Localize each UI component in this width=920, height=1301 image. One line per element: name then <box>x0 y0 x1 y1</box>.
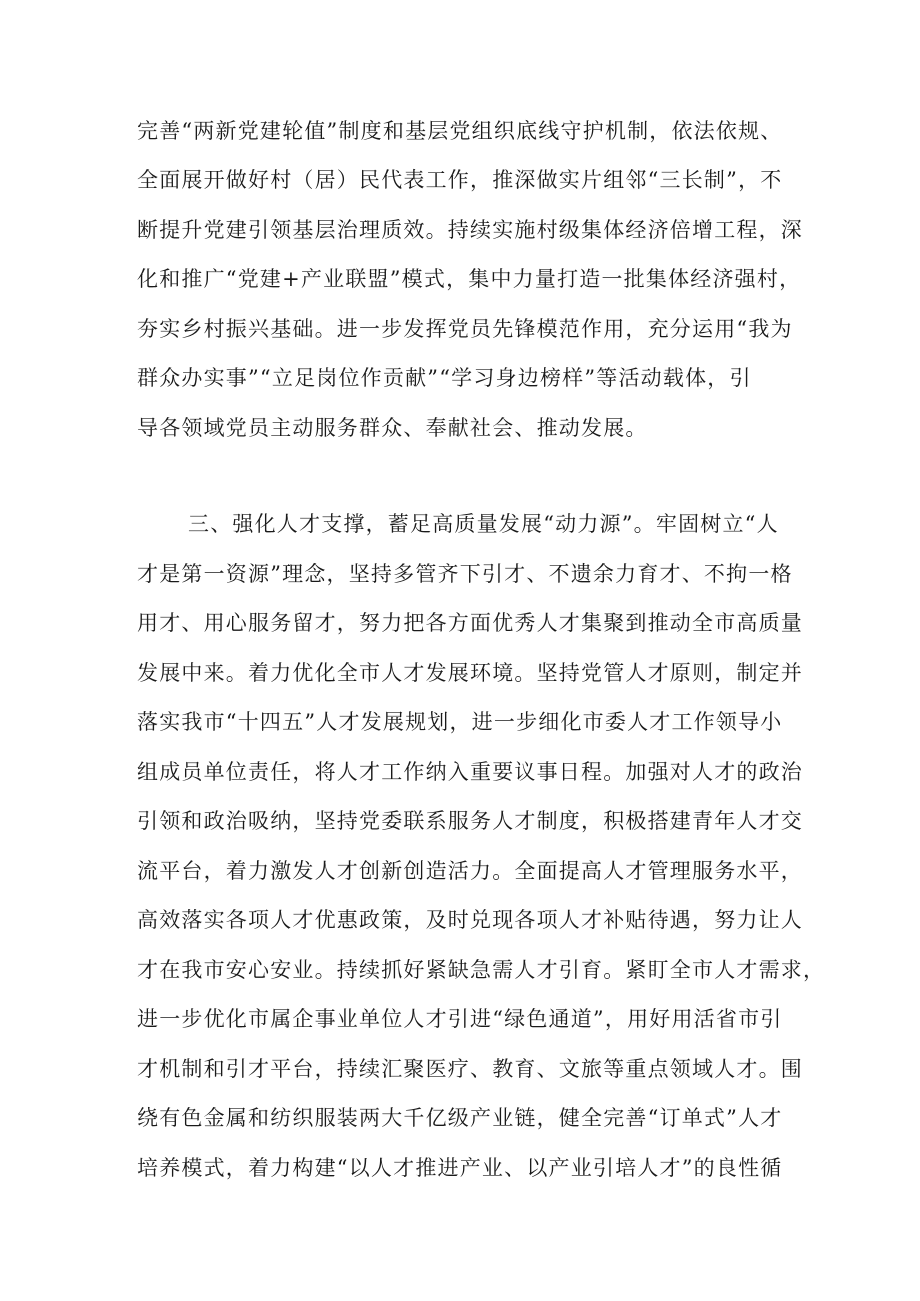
section-heading-line: 三、强化人才支撑，蓄足高质量发展“动力源”。牢固树立“人 <box>188 512 779 536</box>
text-line: 流平台，着力激发人才创新创造活力。全面提高人才管理服务水平， <box>137 859 803 883</box>
text-line: 才是第一资源”理念，坚持多管齐下引才、不遗余力育才、不拘一格 <box>137 562 793 586</box>
text-line: 用才、用心服务留才，努力把各方面优秀人才集聚到推动全市高质量 <box>137 611 803 635</box>
text-line: 绕有色金属和纺织服装两大千亿级产业链，健全完善“订单式”人才 <box>137 1106 783 1130</box>
text-line: 导各领域党员主动服务群众、奉献社会、推动发展。 <box>137 416 648 440</box>
text-line: 全面展开做好村（居）民代表工作，推深做实片组邻“三长制”，不 <box>137 168 783 192</box>
text-line: 进一步优化市属企事业单位人才引进“绿色通道”，用好用活省市引 <box>137 1007 783 1031</box>
text-line: 引领和政治吸纳，坚持党委联系服务人才制度，积极搭建青年人才交 <box>137 809 803 833</box>
text-line: 发展中来。着力优化全市人才发展环境。坚持党管人才原则，制定并 <box>137 661 803 685</box>
text-line: 断提升党建引领基层治理质效。持续实施村级集体经济倍增工程，深 <box>137 218 803 242</box>
text-line: 培养模式，着力构建“以人才推进产业、以产业引培人才”的良性循 <box>137 1156 783 1180</box>
text-line: 高效落实各项人才优惠政策，及时兑现各项人才补贴待遇，努力让人 <box>137 908 803 932</box>
text-line: 夯实乡村振兴基础。进一步发挥党员先锋模范作用，充分运用“我为 <box>137 317 793 341</box>
text-line: 群众办实事”“立足岗位作贡献”“学习身边榜样”等活动载体，引 <box>137 366 752 390</box>
text-line: 才在我市安心安业。持续抓好紧缺急需人才引育。紧盯全市人才需求， <box>137 958 826 982</box>
text-line: 完善“两新党建轮值”制度和基层党组织底线守护机制，依法依规、 <box>137 119 783 143</box>
text-line: 化和推广“党建+产业联盟”模式，集中力量打造一批集体经济强村， <box>137 267 802 291</box>
text-line: 才机制和引才平台，持续汇聚医疗、教育、文旅等重点领域人才。围 <box>137 1057 803 1081</box>
text-line: 组成员单位责任，将人才工作纳入重要议事日程。加强对人才的政治 <box>137 760 803 784</box>
text-line: 落实我市“十四五”人才发展规划，进一步细化市委人才工作领导小 <box>137 710 783 734</box>
